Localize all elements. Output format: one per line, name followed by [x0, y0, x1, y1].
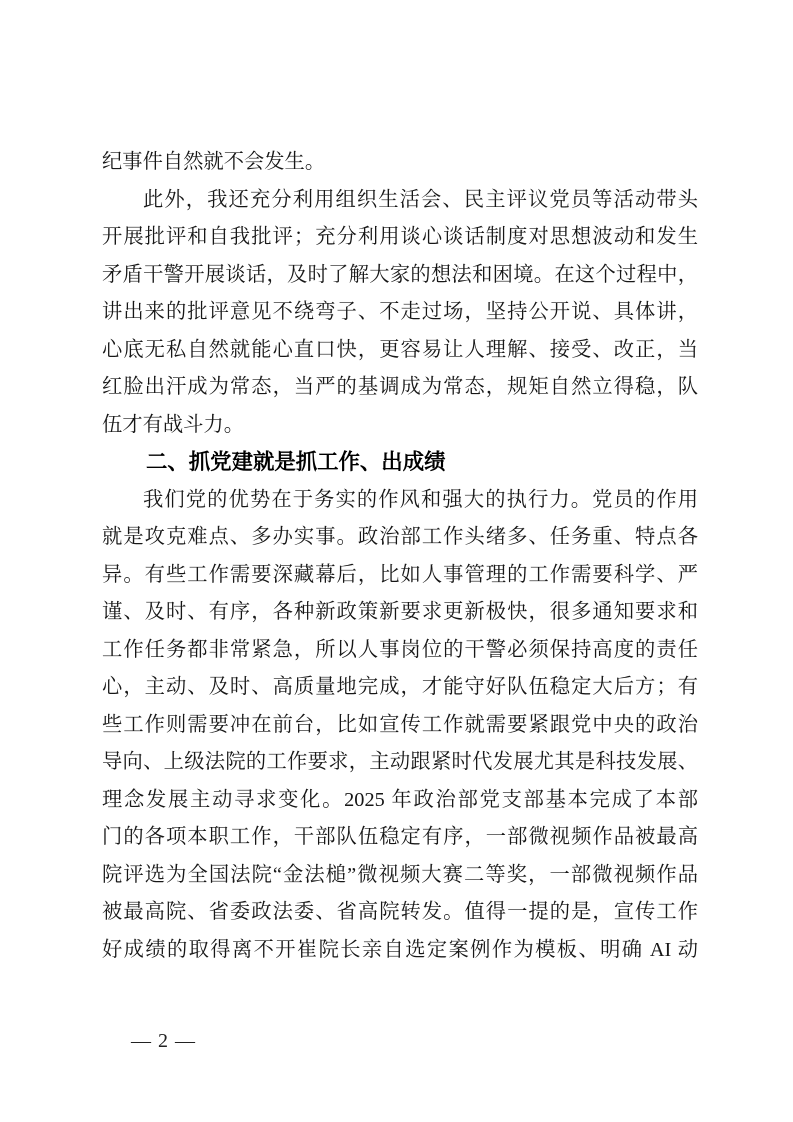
- text-line: 理念发展主动寻求变化。2025 年政治部党支部基本完成了本部: [102, 788, 698, 811]
- text-line: 伍才有战斗力。: [102, 413, 244, 436]
- text-line: 讲出来的批评意见不绕弯子、不走过场，坚持公开说、具体讲，: [102, 301, 698, 323]
- text-block: [102, 144, 698, 969]
- text-line: 谨、及时、有序，各种新政策新要求更新极快，很多通知要求和: [102, 601, 698, 623]
- text-line: 被最高院、省委政法委、省高院转发。值得一提的是，宣传工作: [102, 901, 698, 923]
- text-line: 纪事件自然就不会发生。: [102, 151, 326, 173]
- text-line: 导向、上级法院的工作要求，主动跟紧时代发展尤其是科技发展、: [102, 751, 698, 773]
- text-line: 我们党的优势在于务实的作风和强大的执行力。党员的作用: [143, 488, 698, 511]
- text-line: 矛盾干警开展谈话，及时了解大家的想法和困境。在这个过程中，: [102, 263, 698, 286]
- text-line: 红脸出汗成为常态，当严的基调成为常态，规矩自然立得稳，队: [102, 376, 698, 398]
- text-line: 开展批评和自我批评；充分利用谈心谈话制度对思想波动和发生: [102, 226, 698, 248]
- text-line: 就是攻克难点、多办实事。政治部工作头绪多、任务重、特点各: [102, 526, 698, 548]
- text-line: 心，主动、及时、高质量地完成，才能守好队伍稳定大后方；有: [102, 676, 698, 698]
- text-line: 心底无私自然就能心直口快，更容易让人理解、接受、改正，当: [102, 338, 698, 361]
- text-line: 门的各项本职工作，干部队伍稳定有序，一部微视频作品被最高: [102, 826, 698, 848]
- text-line: 些工作则需要冲在前台，比如宣传工作就需要紧跟党中央的政治: [102, 713, 698, 736]
- page-number: — 2 —: [131, 1030, 196, 1052]
- text-line: 异。有些工作需要深藏幕后，比如人事管理的工作需要科学、严: [102, 563, 698, 586]
- text-line: 此外，我还充分利用组织生活会、民主评议党员等活动带头: [143, 188, 698, 211]
- text-line: 院评选为全国法院“金法槌”微视频大赛二等奖，一部微视频作品: [102, 863, 698, 886]
- text-line: 好成绩的取得离不开崔院长亲自选定案例作为模板、明确 AI 动: [102, 938, 698, 961]
- section-heading: 二、抓党建就是抓工作、出成绩: [146, 450, 446, 474]
- text-line: 工作任务都非常紧急，所以人事岗位的干警必须保持高度的责任: [102, 638, 698, 661]
